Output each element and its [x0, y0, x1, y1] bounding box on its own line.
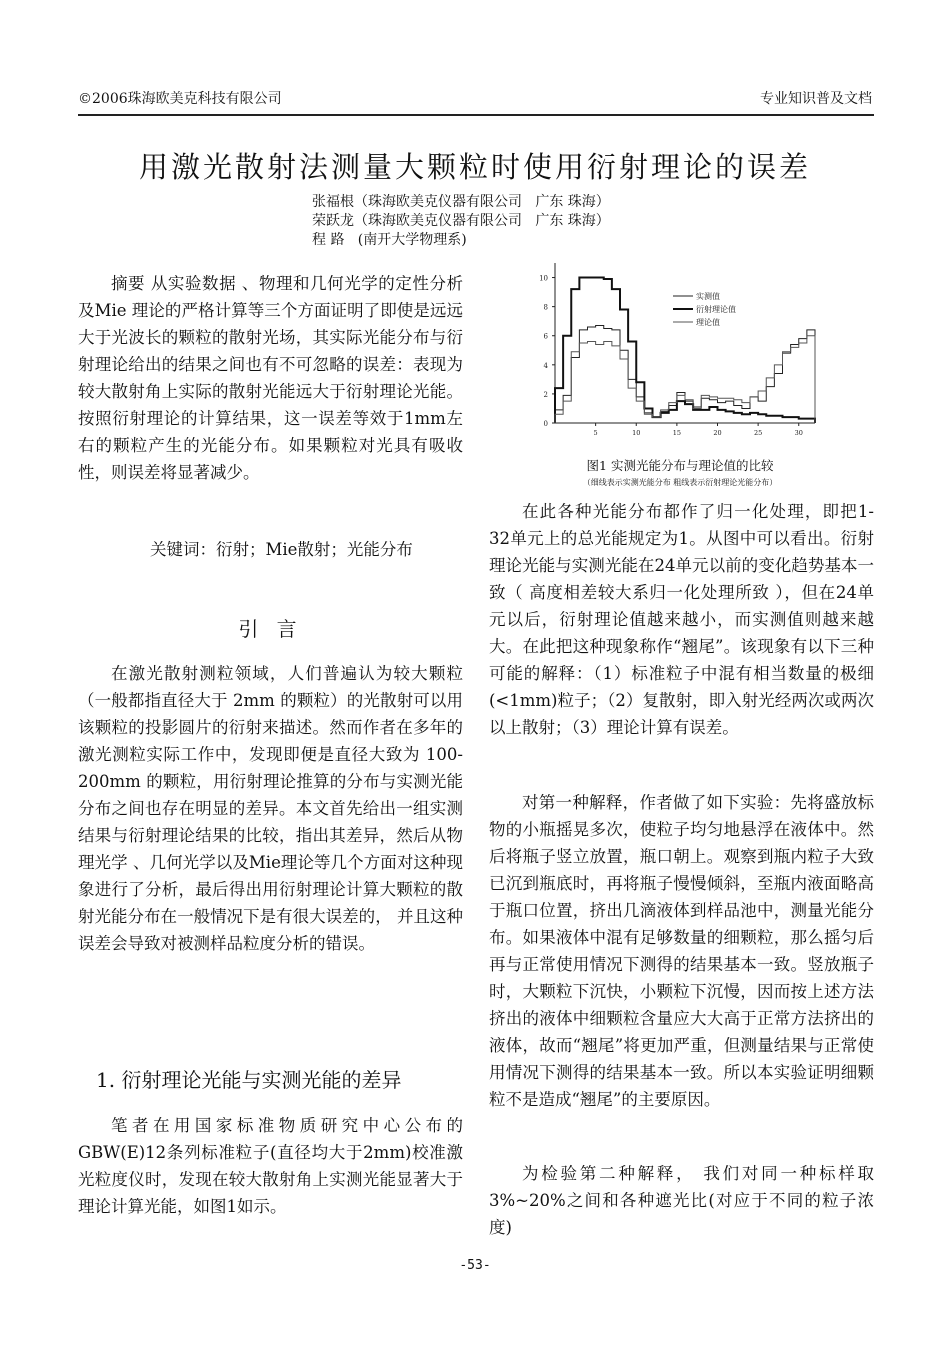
figure-1-subcaption: （细线表示实测光能分布 粗线表示衍射理论光能分布） [582, 478, 778, 487]
right-paragraph-1: 在此各种光能分布都作了归一化处理，即把1- 32单元上的总光能规定为1。从图中可以看出。衍射理论光能与实测光能在24单元以前的变化趋势基本一致（ 高度相差较大系归一化处理所致 ），但在24单元以后，衍射理论值越来越小，而实测值则越来越大。在此把这种现象称作“翘尾”。该现象有以下三种可能的解释：（1）标准粒子中混有相当数量的极细(<1mm)粒子；（2）复散射，即入射光经两次或两次以上散射；（3）理论计算有误差。 [489, 502, 874, 737]
y-tick-label: 2 [543, 390, 548, 399]
y-tick-label: 10 [539, 274, 548, 283]
x-tick-label: 20 [713, 429, 722, 437]
legend-label-2: 衍射理论值 [696, 305, 736, 314]
header-divider [78, 114, 874, 116]
y-tick-label: 8 [543, 303, 548, 312]
y-tick-label: 0 [543, 420, 548, 428]
chart-series [555, 278, 815, 423]
x-tick-label: 15 [672, 429, 682, 437]
x-tick-label: 30 [794, 429, 803, 437]
right-paragraph-3: 为检验第二种解释， 我们对同一种标样取3%~20%之间和各种遮光比(对应于不同的粒子浓度) [489, 1164, 874, 1237]
page-number: -53- [459, 1258, 491, 1273]
series-line-2 [555, 278, 815, 423]
legend-label-3: 理论值 [696, 318, 720, 327]
series-line-1 [555, 326, 815, 423]
intro-heading: 引 言 [238, 617, 303, 641]
paper-title: 用激光散射法测量大颗粒时使用衍射理论的误差 [138, 150, 811, 184]
figure-1-chart [525, 255, 825, 450]
y-tick-label: 4 [543, 361, 548, 370]
x-tick-label: 5 [593, 429, 598, 437]
y-tick-label: 6 [543, 332, 548, 341]
intro-paragraph: 在激光散射测粒领域，人们普遍认为较大颗粒（一般都指直径大于 2mm 的颗粒）的光散射可以用该颗粒的投影圆片的衍射来描述。然而作者在多年的激光测粒实际工作中，发现即便是直径大致为 100-200mm 的颗粒，用衍射理论推算的分布与实测光能分布之间也存在明显的差异。本文首先给出一组实测结果与衍射理论结果的比较，指出其差异，然后从物理光学 、几何光学以及Mie理论等几个方面对这种现象进行了分析，最后得出用衍射理论计算大颗粒的散射光能分布在一般情况下是有很大误差的， 并且这种误差会导致对被测样品粒度分析的错误。 [78, 664, 463, 953]
keywords: 关键词：衍射；Mie散射；光能分布 [150, 540, 413, 559]
figure-1-caption: 图1 实测光能分布与理论值的比较 [586, 458, 774, 473]
x-tick-label: 25 [753, 429, 763, 437]
section-1-heading: 1. 衍射理论光能与实测光能的差异 [96, 1068, 402, 1092]
x-tick-label: 10 [632, 429, 641, 437]
header-left: ©2006珠海欧美克科技有限公司 [78, 91, 282, 107]
author-line-1: 张福根（珠海欧美克仪器有限公司 广东 珠海） [312, 194, 610, 210]
header-right: 专业知识普及文档 [760, 91, 872, 107]
author-line-3: 程 路 (南开大学物理系) [312, 232, 467, 248]
series-line-3 [555, 336, 815, 423]
legend-label-1: 实测值 [696, 292, 720, 301]
section-1-paragraph: 笔者在用国家标准物质研究中心公布的GBW(E)12条列标准粒子(直径均大于2mm)校准激光粒度仪时，发现在较大散射角上实测光能显著大于理论计算光能，如图1如示。 [78, 1116, 463, 1216]
chart-legend [673, 291, 736, 327]
abstract: 摘要 从实验数据 、物理和几何光学的定性分析及Mie 理论的严格计算等三个方面证明了即使是远远大于光波长的颗粒的散射光场，其实际光能分布与衍射理论给出的结果之间也有不可忽略的误差：表现为较大散射角上实际的散射光能远大于衍射理论光能。按照衍射理论的计算结果，这一误差等效于1mm左右的颗粒产生的光能分布。如果颗粒对光具有吸收性，则误差将显著减少。 [78, 274, 463, 482]
right-paragraph-2: 对第一种解释，作者做了如下实验：先将盛放标物的小瓶摇晃多次，使粒子均匀地悬浮在液体中。然后将瓶子竖立放置，瓶口朝上。观察到瓶内粒子大致已沉到瓶底时，再将瓶子慢慢倾斜，至瓶内液面略高于瓶口位置，挤出几滴液体到样品池中，测量光能分布。如果液体中混有足够数量的细颗粒，那么摇匀后再与正常使用情况下测得的结果基本一致。竖放瓶子时，大颗粒下沉快，小颗粒下沉慢，因而按上述方法挤出的液体中细颗粒含量应大大高于正常方法挤出的液体，故而“翘尾”将更加严重，但测量结果与正常使用情况下测得的结果基本一致。所以本实验证明细颗粒不是造成“翘尾”的主要原因。 [489, 793, 874, 1109]
author-line-2: 荣跃龙（珠海欧美克仪器有限公司 广东 珠海） [312, 213, 610, 229]
